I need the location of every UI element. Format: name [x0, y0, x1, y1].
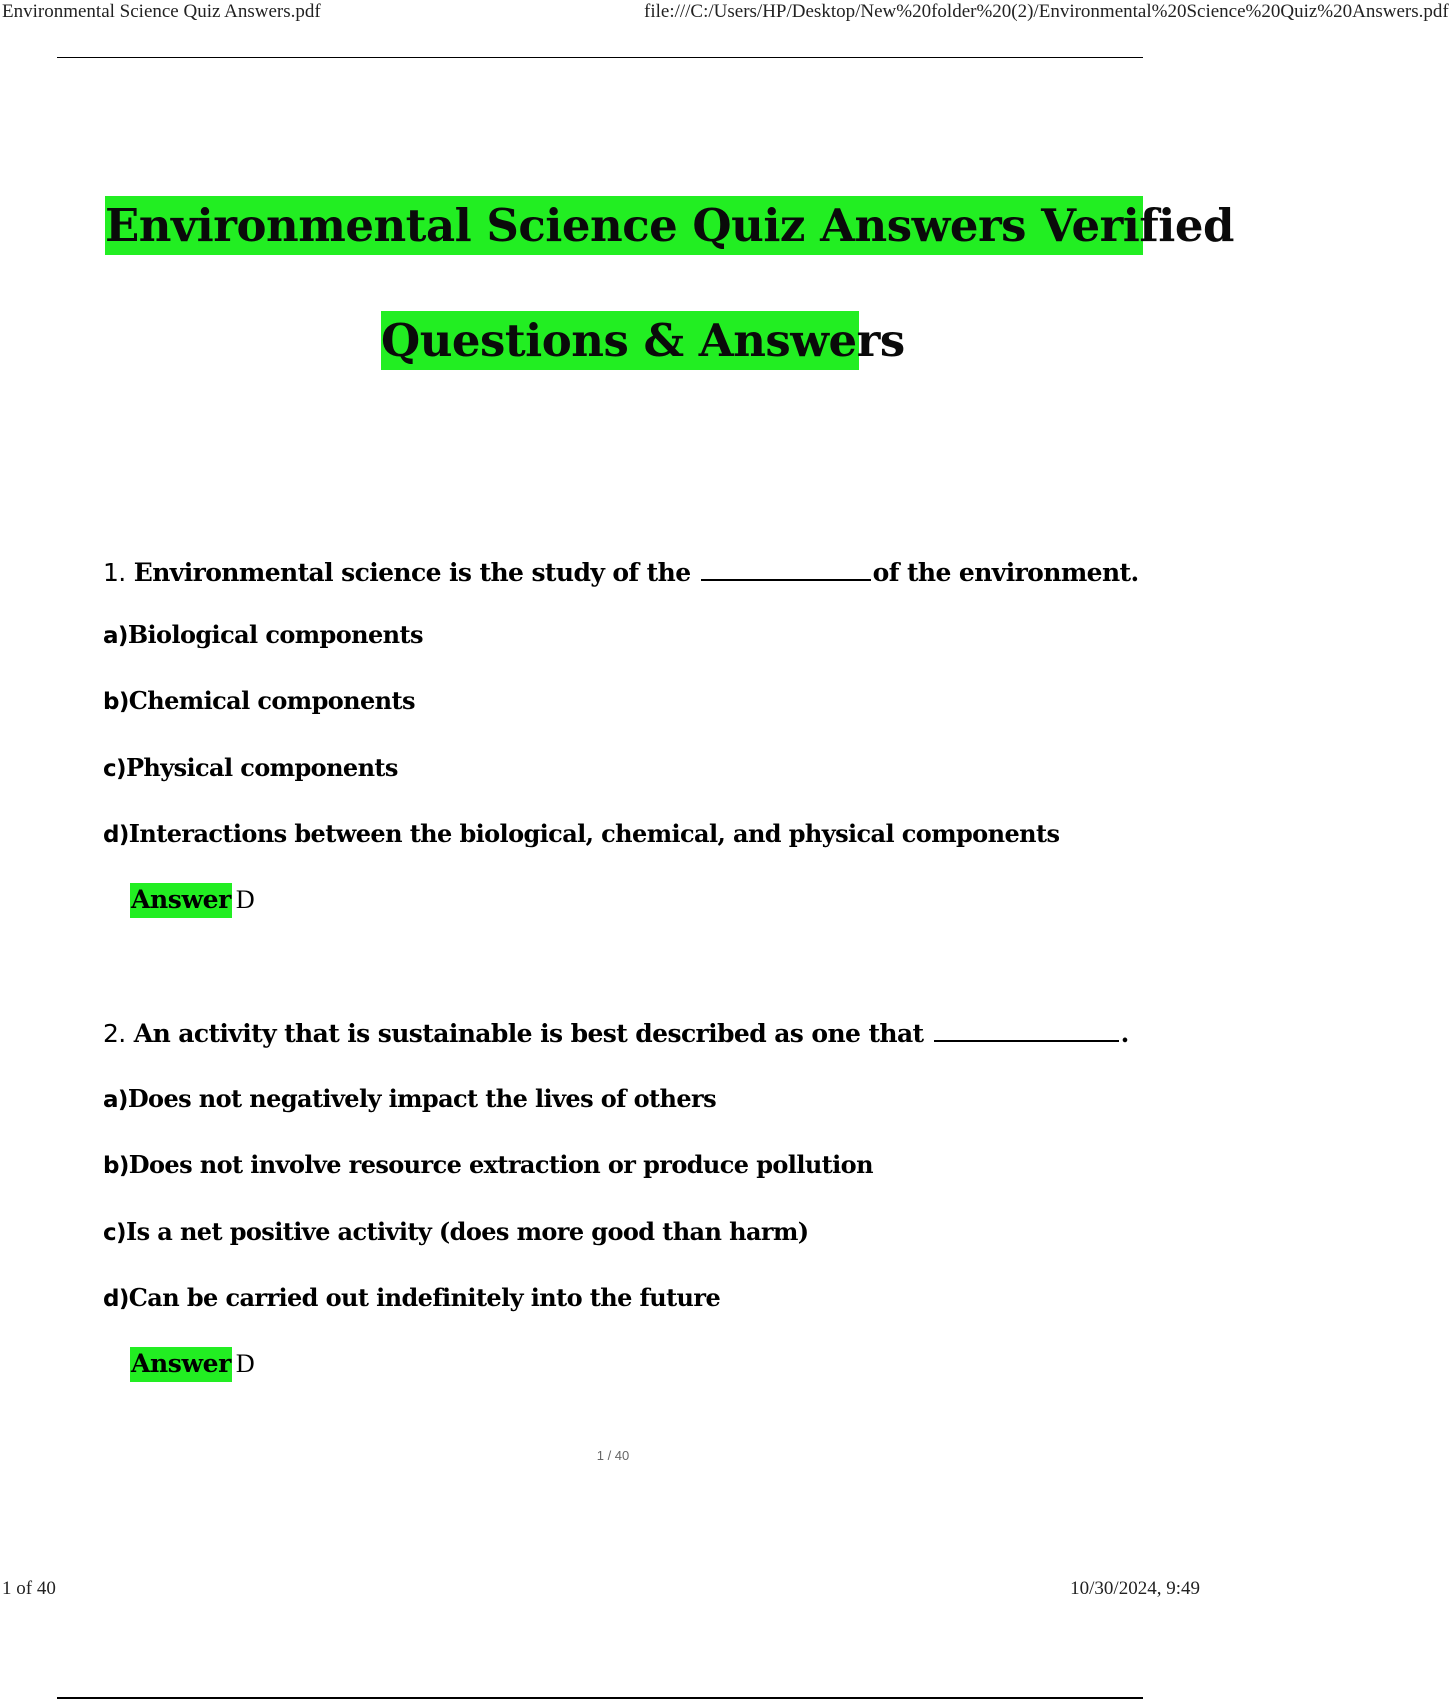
question-text-after: of the environment.	[872, 558, 1139, 587]
question-2-option-d	[103, 1283, 720, 1312]
question-1-answer	[130, 885, 255, 915]
option-letter: b)	[103, 1153, 129, 1179]
option-text: Does not involve resource extraction or produce pollution	[128, 1150, 873, 1179]
question-2	[103, 1016, 1129, 1048]
question-number: 2.	[103, 1019, 126, 1048]
print-header-filename: Environmental Science Quiz Answers.pdf	[2, 1, 321, 22]
question-2-answer	[130, 1349, 255, 1379]
document-title: Environmental Science Quiz Answers Verified	[105, 196, 1143, 255]
answer-label: Answer	[130, 1347, 232, 1382]
option-letter: b)	[103, 689, 129, 715]
print-header-url: file:///C:/Users/HP/Desktop/New%20folder%20(2)/Environmental%20Science%20Quiz%20Answers.pdf	[644, 1, 1449, 22]
question-text-after: .	[1120, 1019, 1129, 1048]
option-text: Physical components	[125, 753, 398, 782]
question-2-option-c	[103, 1217, 809, 1246]
option-letter: d)	[103, 822, 129, 848]
option-letter: c)	[103, 1220, 126, 1246]
question-1	[103, 555, 1139, 587]
footer-divider	[57, 1697, 1143, 1699]
page-indicator: 1 / 40	[596, 1448, 630, 1463]
question-1-option-a	[103, 620, 423, 649]
question-2-option-b	[103, 1150, 873, 1179]
question-1-option-c	[103, 753, 398, 782]
fill-in-blank	[934, 1016, 1119, 1042]
question-text: Environmental science is the study of the	[133, 558, 691, 587]
option-letter: a)	[103, 623, 128, 649]
question-1-option-d	[103, 819, 1059, 848]
option-letter: a)	[103, 1087, 128, 1113]
fill-in-blank	[701, 555, 871, 581]
question-1-option-b	[103, 686, 415, 715]
answer-value: D	[235, 1349, 255, 1378]
answer-value: D	[235, 885, 255, 914]
option-text: Biological components	[127, 620, 423, 649]
option-text: Is a net positive activity (does more good than harm)	[125, 1217, 809, 1246]
answer-label: Answer	[130, 883, 232, 918]
document-subtitle: Questions & Answers	[381, 311, 859, 370]
print-footer-page-count: 1 of 40	[2, 1578, 56, 1599]
print-footer-timestamp: 10/30/2024, 9:49	[1070, 1578, 1200, 1599]
question-text: An activity that is sustainable is best described as one that	[133, 1019, 924, 1048]
option-text: Interactions between the biological, chemical, and physical components	[128, 819, 1060, 848]
option-letter: d)	[103, 1286, 129, 1312]
question-2-option-a	[103, 1084, 716, 1113]
option-text: Does not negatively impact the lives of others	[127, 1084, 717, 1113]
option-letter: c)	[103, 756, 126, 782]
question-number: 1.	[103, 558, 126, 587]
option-text: Chemical components	[128, 686, 415, 715]
option-text: Can be carried out indefinitely into the future	[128, 1283, 721, 1312]
